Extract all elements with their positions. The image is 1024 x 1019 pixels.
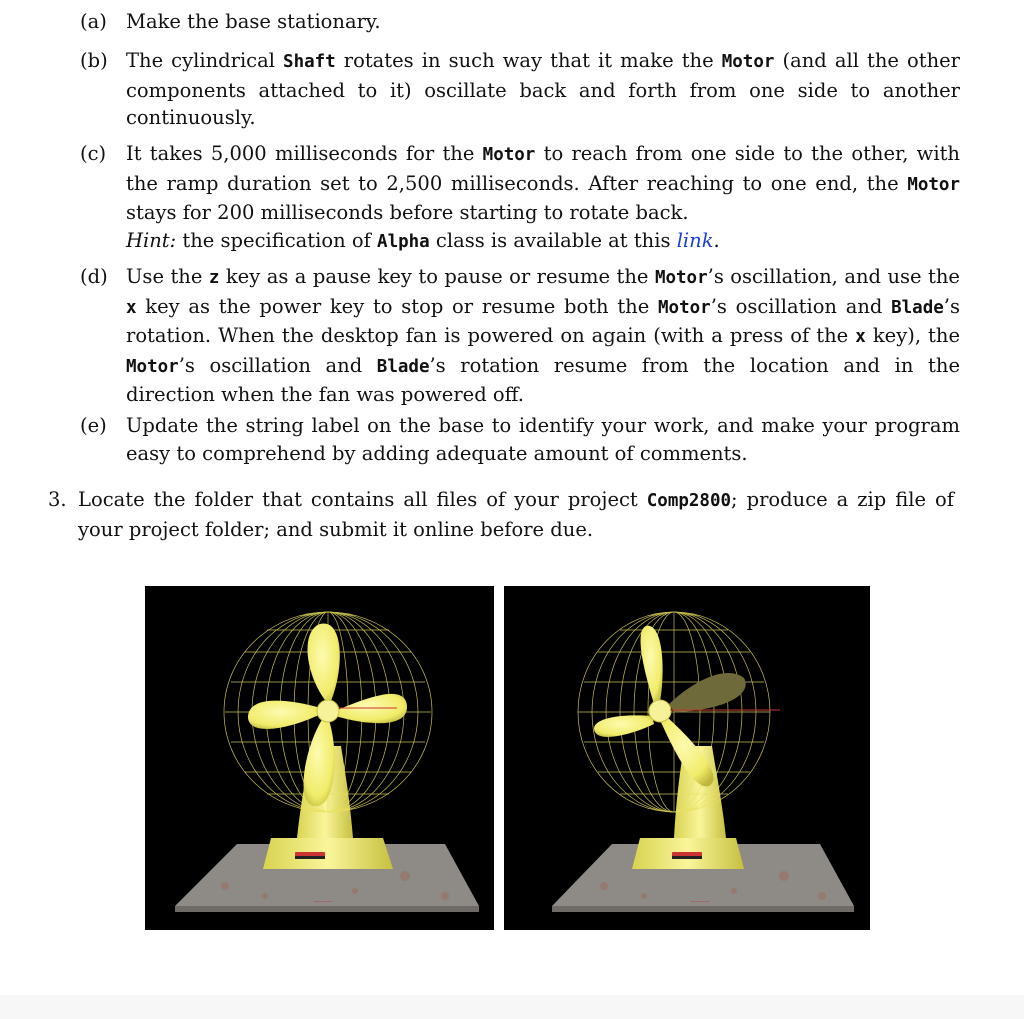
code-motor: Motor xyxy=(721,52,775,72)
item-d xyxy=(80,263,960,409)
item-c-label: (c) xyxy=(80,142,107,165)
step-3-label: 3. xyxy=(48,488,67,511)
item-b xyxy=(80,47,960,132)
item-c xyxy=(80,140,960,227)
code-motor: Motor xyxy=(482,145,536,165)
code-shaft: Shaft xyxy=(283,52,336,72)
code-motor: Motor xyxy=(907,174,960,195)
step-3 xyxy=(48,486,954,543)
item-d-text: Use the z key as a pause key to pause or resume the Motor’s oscillation, and use the x key as the power key to stop or resume both the Motor’s oscillation and Blade’s rotation. When the desktop fan is powered on again (with a press of the x key), the Motor’s oscillation and Blade’s rotation resume from the location and in the direction when the fan was powered off. xyxy=(126,265,961,406)
code-motor: Motor xyxy=(654,268,708,288)
item-c-text: It takes 5,000 milliseconds for the Motor to reach from one side to the other, with the ramp duration set to 2,500 milliseconds. After reaching to one end, the Motor stays for 200 milliseconds before starting to rotate back. xyxy=(126,142,960,224)
code-motor: Motor xyxy=(658,297,711,318)
page-bottom-strip xyxy=(0,995,1024,1019)
code-x-key: x xyxy=(855,327,866,347)
code-motor: Motor xyxy=(126,356,179,377)
item-e-text: Update the string label on the base to identify your work, and make your program easy to comprehend by adding adequate amount of comments. xyxy=(126,414,960,465)
code-z-key: z xyxy=(208,268,220,288)
fan-screenshot-left xyxy=(145,586,494,930)
step-3-text: Locate the folder that contains all files of your project Comp2800; produce a zip file of your project folder; and submit it online before due. xyxy=(78,488,954,541)
hint-line: Hint: the specification of Alpha class is available at this link. xyxy=(126,229,720,252)
fan-render-left xyxy=(145,586,494,930)
code-project: Comp2800 xyxy=(646,491,732,511)
fan-render-right xyxy=(504,586,870,930)
item-a-label: (a) xyxy=(80,10,107,33)
fan-hub xyxy=(317,700,339,722)
code-x-key: x xyxy=(126,297,137,318)
item-a xyxy=(80,8,960,36)
code-blade: Blade xyxy=(891,297,944,318)
fan-hub xyxy=(649,700,671,722)
item-d-label: (d) xyxy=(80,265,108,288)
item-a-text: Make the base stationary. xyxy=(126,10,381,33)
item-e-label: (e) xyxy=(80,414,107,437)
code-alpha: Alpha xyxy=(377,232,430,252)
code-blade: Blade xyxy=(376,356,430,377)
stand-base xyxy=(263,838,393,869)
item-b-label: (b) xyxy=(80,49,108,72)
base-label-graphic: ~~~~ xyxy=(690,897,710,906)
item-b-text: The cylindrical Shaft rotates in such way that it make the Motor (and all the other components attached to it) oscillate back and forth from one side to another continuously. xyxy=(126,49,960,129)
alpha-spec-link[interactable]: link xyxy=(676,229,714,252)
item-e xyxy=(80,412,960,467)
fan-screenshot-right xyxy=(504,586,870,930)
hint-label: Hint: xyxy=(126,229,177,252)
base-label-graphic: ~~~~ xyxy=(313,897,333,906)
